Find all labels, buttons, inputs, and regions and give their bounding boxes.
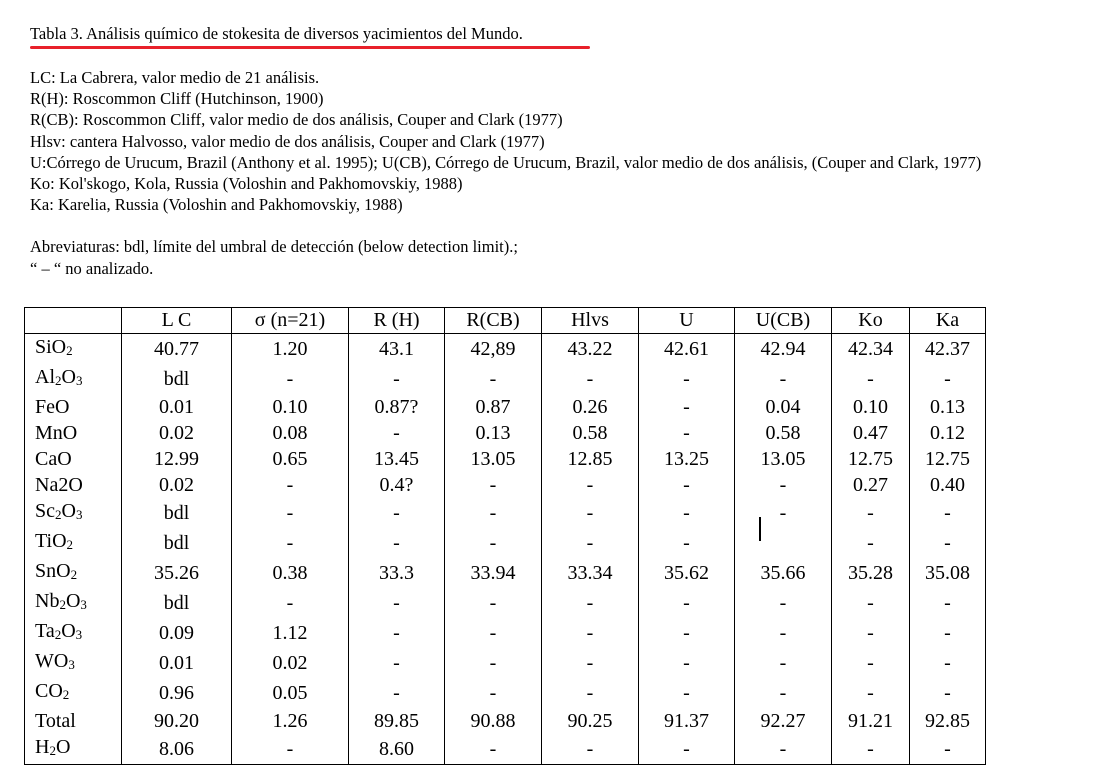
empty-cell [25, 764, 122, 765]
oxide-symbol: O [65, 590, 81, 612]
table-cell: - [445, 588, 542, 618]
legend-spacer [30, 215, 981, 236]
table-cell: - [445, 678, 542, 708]
empty-cell [639, 764, 735, 765]
table-cell: - [735, 588, 832, 618]
table-body [25, 334, 986, 765]
column-header: L C [122, 308, 232, 334]
table-cell: 0.02 [122, 472, 232, 498]
table-cell: 0.02 [122, 420, 232, 446]
table-cell: - [735, 734, 832, 764]
table-cell: 1.12 [232, 618, 349, 648]
oxide-symbol: SiO [35, 336, 67, 358]
table-cell: - [349, 588, 445, 618]
table-cell: 0.47 [832, 420, 910, 446]
table-cell: - [832, 364, 910, 394]
table-cell: 42.37 [910, 334, 986, 365]
oxide-symbol: CO [35, 680, 63, 702]
oxide-symbol: TiO [35, 530, 67, 552]
table-cell: - [735, 648, 832, 678]
table-cell: - [639, 648, 735, 678]
table-cell: 92.27 [735, 708, 832, 734]
table-cell: 0.02 [232, 648, 349, 678]
column-header: σ (n=21) [232, 308, 349, 334]
table-cell: - [349, 528, 445, 558]
table-cell: 33.94 [445, 558, 542, 588]
table-cell: 13.25 [639, 446, 735, 472]
table-caption: Tabla 3. Análisis químico de stokesita de diversos yacimientos del Mundo. [30, 24, 523, 43]
column-header: R (H) [349, 308, 445, 334]
oxide-subscript: 2 [49, 743, 56, 758]
table-cell: - [445, 364, 542, 394]
table-cell: - [832, 498, 910, 528]
abbreviations-line: “ – “ no analizado. [30, 258, 154, 278]
oxide-label [25, 734, 122, 764]
table-cell: - [445, 498, 542, 528]
table-cell: 35.62 [639, 558, 735, 588]
table-cell: 0.12 [910, 420, 986, 446]
table-cell: 90.88 [445, 708, 542, 734]
table-cell: 0.08 [232, 420, 349, 446]
table-cell: - [910, 364, 986, 394]
table-cell: 0.13 [910, 394, 986, 420]
table-cell: - [832, 528, 910, 558]
table-row [25, 472, 986, 498]
table-cell: 91.37 [639, 708, 735, 734]
table-cell: - [910, 648, 986, 678]
table-cell: - [735, 364, 832, 394]
table-cell: - [910, 678, 986, 708]
table-cell: 0.27 [832, 472, 910, 498]
table-cell: - [639, 618, 735, 648]
table-cell [735, 528, 832, 558]
table-cell: 12.99 [122, 446, 232, 472]
table-cell: - [445, 528, 542, 558]
table-cell: 0.01 [122, 394, 232, 420]
table-cell: 0.4? [349, 472, 445, 498]
table-cell: 40.77 [122, 334, 232, 365]
table-cell: - [639, 588, 735, 618]
legend-line: LC: La Cabrera, valor medio de 21 análisis. [30, 68, 320, 87]
table-row [25, 420, 986, 446]
oxide-symbol: O [61, 500, 76, 522]
table-cell: 0.58 [735, 420, 832, 446]
legend-line: R(CB): Roscommon Cliff, valor medio de dos análisis, Couper and Clark (1977) [30, 110, 563, 130]
table-cell: 0.65 [232, 446, 349, 472]
oxide-symbol: Ta [35, 620, 55, 642]
column-header: R(CB) [445, 308, 542, 334]
oxide-symbol: FeO [35, 396, 70, 418]
table-cell: 42.34 [832, 334, 910, 365]
oxide-symbol: Sc [35, 500, 55, 522]
table-cell: 0.38 [232, 558, 349, 588]
table-filler-row [25, 764, 986, 765]
oxide-subscript: 2 [70, 567, 78, 582]
table-cell: - [910, 498, 986, 528]
table-cell: - [445, 648, 542, 678]
oxide-symbol: Total [35, 710, 76, 732]
empty-cell [445, 764, 542, 765]
table-cell: - [542, 618, 639, 648]
table-cell: - [639, 734, 735, 764]
table-cell: 43.1 [349, 334, 445, 365]
table-cell: 90.25 [542, 708, 639, 734]
table-cell: - [639, 472, 735, 498]
oxide-symbol: Al [35, 366, 55, 388]
table-cell: - [232, 734, 349, 764]
table-cell: - [542, 648, 639, 678]
table-cell: 0.10 [832, 394, 910, 420]
table-cell: - [639, 498, 735, 528]
table-cell: 33.3 [349, 558, 445, 588]
table-cell: - [735, 678, 832, 708]
table-cell: bdl [122, 588, 232, 618]
empty-cell [735, 764, 832, 765]
table-row [25, 498, 986, 528]
table-cell: - [639, 394, 735, 420]
table-cell: - [910, 618, 986, 648]
oxide-subscript: 2 [55, 373, 62, 388]
table-cell: bdl [122, 528, 232, 558]
table-cell: - [832, 648, 910, 678]
table-cell: - [910, 528, 986, 558]
oxide-subscript: 3 [68, 657, 75, 672]
table-cell: - [639, 528, 735, 558]
empty-cell [349, 764, 445, 765]
oxide-symbol: H [35, 736, 50, 758]
table-cell: - [832, 678, 910, 708]
table-row [25, 588, 986, 618]
table-cell: - [639, 364, 735, 394]
oxide-label [25, 528, 122, 558]
table-cell: 0.58 [542, 420, 639, 446]
oxide-label [25, 498, 122, 528]
table-row [25, 528, 986, 558]
abbreviations-line: Abreviaturas: bdl, límite del umbral de detección (below detection limit).; [30, 237, 518, 257]
table-header-row [25, 308, 986, 334]
table-cell: 43.22 [542, 334, 639, 365]
table-cell: 90.20 [122, 708, 232, 734]
table-cell: - [639, 420, 735, 446]
table-cell: 13.45 [349, 446, 445, 472]
caption-underline [30, 46, 590, 49]
table-cell: 42,89 [445, 334, 542, 365]
table-row [25, 708, 986, 734]
empty-cell [122, 764, 232, 765]
oxide-label [25, 364, 122, 394]
legend-line: Hlsv: cantera Halvosso, valor medio de dos análisis, Couper and Clark (1977) [30, 131, 545, 151]
table-cell: 13.05 [445, 446, 542, 472]
table-cell: bdl [122, 364, 232, 394]
oxide-subscript: 2 [55, 507, 62, 522]
oxide-label [25, 648, 122, 678]
table-cell: - [639, 678, 735, 708]
column-header: U(CB) [735, 308, 832, 334]
table-cell: 35.28 [832, 558, 910, 588]
table-cell: 0.09 [122, 618, 232, 648]
table-row [25, 648, 986, 678]
table-cell: - [832, 734, 910, 764]
oxide-symbol: O [61, 366, 76, 388]
legend-line: R(H): Roscommon Cliff (Hutchinson, 1900) [30, 89, 324, 109]
table-cell: 92.85 [910, 708, 986, 734]
oxide-symbol: WO [35, 650, 69, 672]
table-row [25, 446, 986, 472]
table-cell: - [349, 498, 445, 528]
oxide-symbol: SnO [35, 560, 71, 582]
table-cell: - [542, 528, 639, 558]
table-cell: - [232, 472, 349, 498]
oxide-subscript: 2 [66, 343, 73, 358]
table-row [25, 618, 986, 648]
oxide-symbol: Na2O [35, 474, 83, 496]
table-cell: 12.75 [910, 446, 986, 472]
table-cell: 0.96 [122, 678, 232, 708]
table-row [25, 558, 986, 588]
oxide-subscript: 3 [75, 373, 83, 388]
table-cell: 35.66 [735, 558, 832, 588]
oxide-label [25, 678, 122, 708]
table-cell: 0.10 [232, 394, 349, 420]
legend-line: Ko: Kol'skogo, Kola, Russia (Voloshin and Pakhomovskiy, 1988) [30, 174, 463, 194]
table-cell: - [542, 364, 639, 394]
oxide-subscript: 2 [54, 627, 62, 642]
table-cell: 0.01 [122, 648, 232, 678]
table-cell: 35.08 [910, 558, 986, 588]
table-cell: - [735, 618, 832, 648]
column-header: U [639, 308, 735, 334]
table-cell: - [232, 588, 349, 618]
table-cell: - [349, 364, 445, 394]
table-cell: 42.61 [639, 334, 735, 365]
table-cell: - [232, 528, 349, 558]
table-row [25, 734, 986, 764]
legend-line: Ka: Karelia, Russia (Voloshin and Pakhomovskiy, 1988) [30, 195, 403, 215]
table-cell: 0.87 [445, 394, 542, 420]
table-cell: 0.87? [349, 394, 445, 420]
legend-line: U:Córrego de Urucum, Brazil (Anthony et al. 1995); U(CB), Córrego de Urucum, Brazil, valor medio de dos análisis, (Couper and Clark, 1977) [30, 152, 982, 172]
oxide-symbol: CaO [35, 448, 72, 470]
table-cell: - [542, 588, 639, 618]
analysis-table [24, 307, 986, 765]
table-cell: - [349, 678, 445, 708]
oxide-symbol: Nb [35, 590, 60, 612]
table-cell: 0.05 [232, 678, 349, 708]
table-cell: 1.20 [232, 334, 349, 365]
oxide-label [25, 588, 122, 618]
table-row [25, 334, 986, 365]
oxide-symbol: MnO [35, 422, 78, 444]
table-row [25, 364, 986, 394]
table-cell: - [542, 498, 639, 528]
oxide-label [25, 558, 122, 588]
table-cell: 12.85 [542, 446, 639, 472]
oxide-label [25, 420, 122, 446]
column-header: Hlvs [542, 308, 639, 334]
table-cell: - [445, 734, 542, 764]
table-cell: - [735, 498, 832, 528]
table-cell: 0.04 [735, 394, 832, 420]
oxide-label [25, 472, 122, 498]
table-cell: - [542, 472, 639, 498]
table-cell: - [232, 498, 349, 528]
column-header: Ka [910, 308, 986, 334]
oxide-label [25, 446, 122, 472]
table-cell: - [910, 588, 986, 618]
table-cell: 0.13 [445, 420, 542, 446]
empty-cell [832, 764, 910, 765]
table-cell: 0.26 [542, 394, 639, 420]
table-cell: - [349, 618, 445, 648]
empty-cell [232, 764, 349, 765]
oxide-subscript: 3 [80, 597, 87, 612]
oxide-subscript: 2 [62, 687, 70, 702]
oxide-subscript: 2 [59, 597, 66, 612]
table-cell: 12.75 [832, 446, 910, 472]
table-cell: - [349, 420, 445, 446]
column-header: Ko [832, 308, 910, 334]
table-cell: - [832, 588, 910, 618]
table-cell: 42.94 [735, 334, 832, 365]
oxide-label [25, 394, 122, 420]
table-cell: - [542, 734, 639, 764]
table-row [25, 394, 986, 420]
header-corner [25, 308, 122, 334]
oxide-subscript: 2 [66, 537, 74, 552]
table-cell: 91.21 [832, 708, 910, 734]
table-cell: bdl [122, 498, 232, 528]
table-cell: 1.26 [232, 708, 349, 734]
empty-cell [542, 764, 639, 765]
table-cell: - [542, 678, 639, 708]
table-row [25, 678, 986, 708]
table-cell: - [349, 648, 445, 678]
table-cell: 33.34 [542, 558, 639, 588]
table-cell: 0.40 [910, 472, 986, 498]
legend-block [30, 67, 981, 279]
table-cell: 35.26 [122, 558, 232, 588]
table-cell: - [445, 472, 542, 498]
oxide-symbol: O [61, 620, 76, 642]
table-cell: - [232, 364, 349, 394]
oxide-symbol: O [55, 736, 71, 758]
table-cell: 13.05 [735, 446, 832, 472]
table-cell: 89.85 [349, 708, 445, 734]
oxide-subscript: 3 [75, 627, 83, 642]
oxide-subscript: 3 [75, 507, 83, 522]
table-cell: - [735, 472, 832, 498]
table-cell: - [445, 618, 542, 648]
oxide-label [25, 334, 122, 365]
text-cursor [759, 517, 761, 541]
empty-cell [910, 764, 986, 765]
table-cell: 8.60 [349, 734, 445, 764]
table-cell: 8.06 [122, 734, 232, 764]
oxide-label [25, 708, 122, 734]
table-cell: - [832, 618, 910, 648]
table-cell: - [910, 734, 986, 764]
oxide-label [25, 618, 122, 648]
